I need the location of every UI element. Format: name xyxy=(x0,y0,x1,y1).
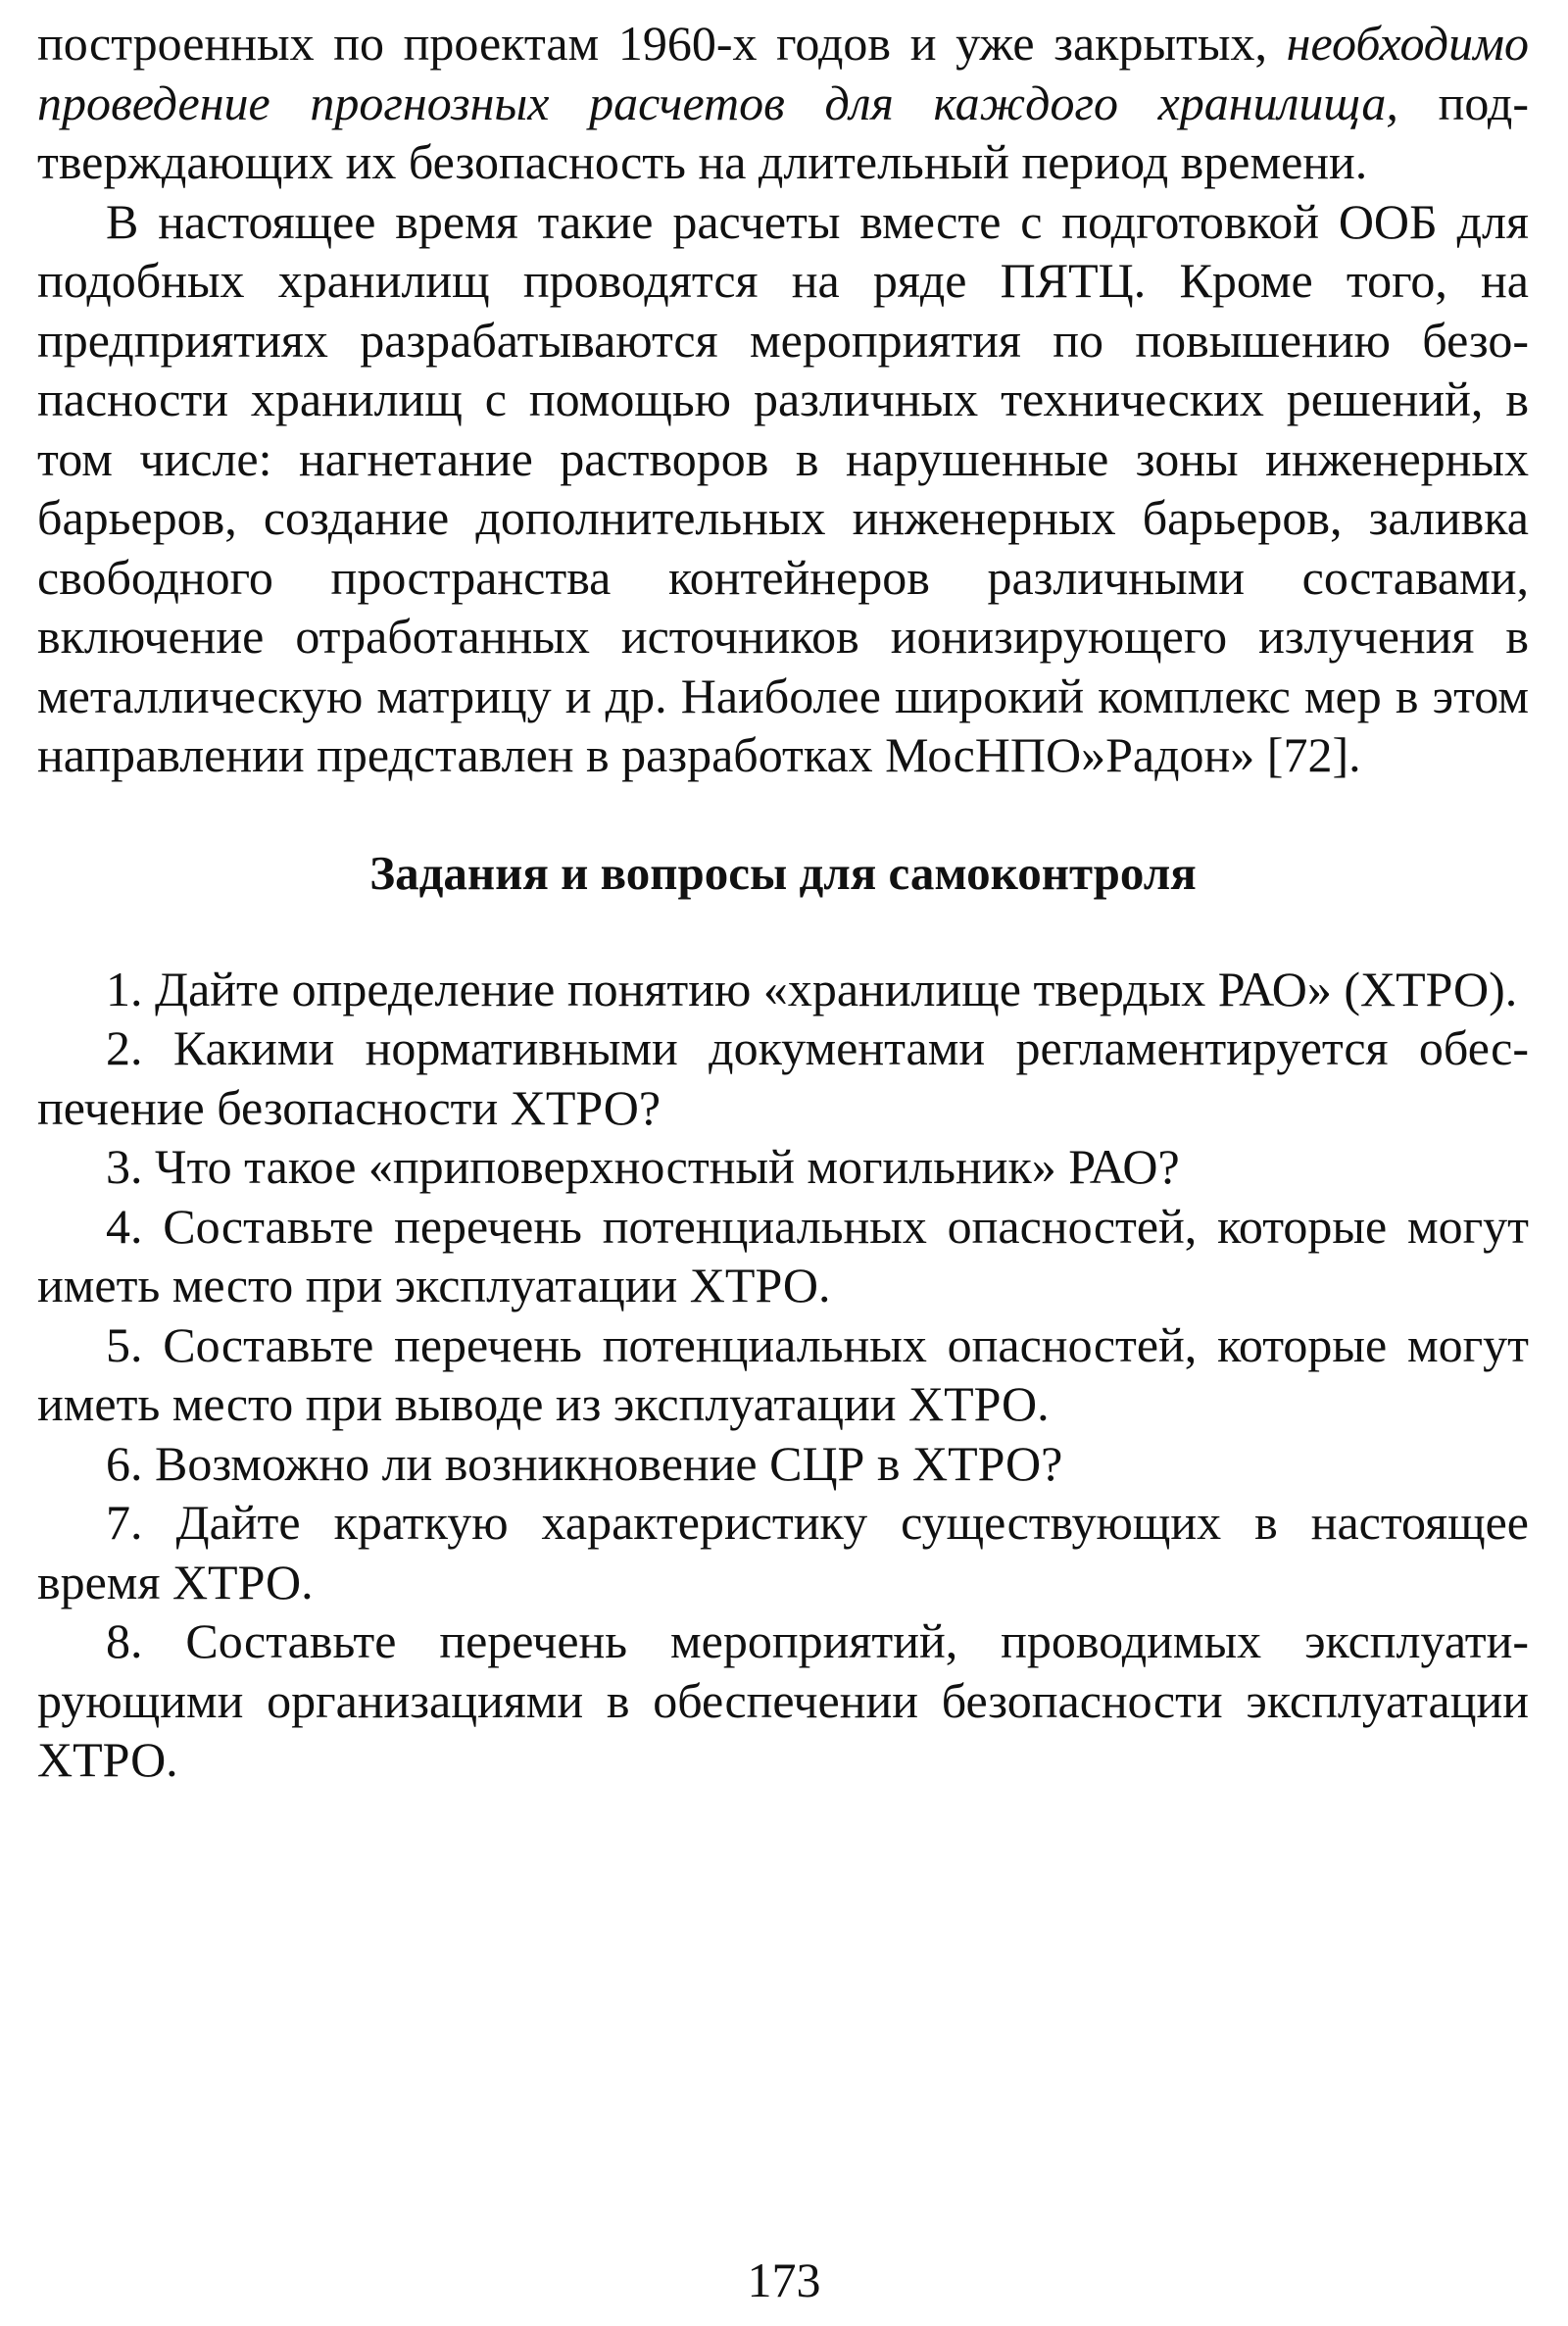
section-heading: Задания и вопросы для самоконтроля xyxy=(369,845,1197,900)
page-number: 173 xyxy=(747,2252,821,2307)
intro-text-before-italic: построенных по проектам 1960-х годов и уже закрытых, xyxy=(37,16,1287,71)
question-item: 3. Что такое «приповерхностный могильник» РАО? xyxy=(106,1139,1180,1194)
question-item: 8. Составьте перечень мероприятий, проводимых эксплуатирующими организациями в обеспечении безопасности эксплуатации ХТРО. xyxy=(37,1613,1529,1787)
question-item: 6. Возможно ли возникновение СЦР в ХТРО? xyxy=(106,1435,1063,1491)
intro-text-italic: необходимо проведение прогнозных расчетов для каждого хранилища, xyxy=(37,16,1529,130)
question-item: 2. Какими нормативными документами регламентируется обеспечение безопасности ХТРО? xyxy=(37,1020,1529,1135)
question-item: 4. Составьте перечень потенциальных опасностей, которые могут иметь место при эксплуатации ХТРО. xyxy=(37,1198,1529,1312)
question-item: 5. Составьте перечень потенциальных опасностей, которые могут иметь место при выводе из эксплуатации ХТРО. xyxy=(37,1316,1529,1431)
body-paragraph: В настоящее время такие расчеты вместе с подготовкой ООБ для подобных хранилищ проводятся на ряде ПЯТЦ. Кроме того, на предприятиях разрабатываются мероприятия по повышению безопасности хранилищ с помощью различных технических решений, в том числе: нагнетание растворов в нарушенные зоны инженерных барьеров, создание дополнительных инженерных барьеров, заливка свободного пространства контейнеров различными составами, включение отработанных источников ионизирующего излучения в металлическую матрицу и др. Наиболее широкий комплекс мер в этом направлении представлен в разработках МосНПО»Радон» [72]. xyxy=(37,193,1529,782)
questions-list xyxy=(37,960,1529,1790)
question-item: 7. Дайте краткую характеристику существующих в настоящее время ХТРО. xyxy=(37,1495,1529,1609)
intro-text-after-italic: подтверждающих их безопасность на длительный период времени. xyxy=(37,74,1529,189)
intro-paragraph xyxy=(37,14,1529,192)
document-page xyxy=(37,14,1529,1790)
question-item: 1. Дайте определение понятию «хранилище твердых РАО» (ХТРО). xyxy=(106,961,1518,1016)
